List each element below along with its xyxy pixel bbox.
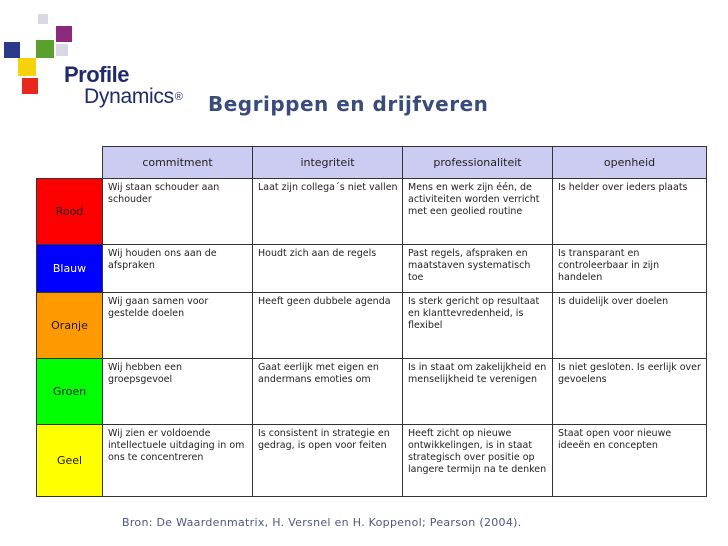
table-cell: Is in staat om zakelijkheid en menselijkheid te verenigen [403,359,553,425]
source-citation: Bron: De Waardenmatrix, H. Versnel en H. Koppenol; Pearson (2004). [122,516,522,529]
column-header-integriteit: integriteit [253,147,403,179]
table-cell: Wij hebben een groepsgevoel [103,359,253,425]
table-cell: Wij gaan samen voor gestelde doelen [103,293,253,359]
logo-square-red [22,78,38,94]
table-row [37,359,707,425]
column-header-professionaliteit: professionaliteit [403,147,553,179]
logo-square-grey [56,44,68,56]
logo-square-blue [4,42,20,58]
row-label-rood: Rood [37,179,103,245]
logo-dynamics-text: Dynamics [84,85,174,108]
table-cell: Laat zijn collega´s niet vallen [253,179,403,245]
table-cell: Past regels, afspraken en maatstaven systematisch toe [403,245,553,293]
table-cell: Is sterk gericht op resultaat en klanttevredenheid, is flexibel [403,293,553,359]
table-cell: Houdt zich aan de regels [253,245,403,293]
logo-wordmark [64,64,183,108]
logo-square-purple [56,26,72,42]
logo-word-profile: Profile [64,62,129,87]
table-cell: Gaat eerlijk met eigen en andermans emoties om [253,359,403,425]
logo-square-green [36,40,54,58]
table-cell: Is consistent in strategie en gedrag, is open voor feiten [253,425,403,497]
registered-mark: ® [174,91,183,103]
logo-square-yellow [18,58,36,76]
table-cell: Is duidelijk over doelen [553,293,707,359]
corner-cell [37,147,103,179]
row-label-oranje: Oranje [37,293,103,359]
table-cell: Wij houden ons aan de afspraken [103,245,253,293]
table-row [37,245,707,293]
table-cell: Mens en werk zijn één, de activiteiten worden verricht met een geolied routine [403,179,553,245]
table-cell: Heeft zicht op nieuwe ontwikkelingen, is in staat strategisch over positie op langere termijn na te denken [403,425,553,497]
table-cell: Is transparant en controleerbaar in zijn handelen [553,245,707,293]
row-label-groen: Groen [37,359,103,425]
row-label-geel: Geel [37,425,103,497]
logo-square-lightgrey [38,14,48,24]
table-cell: Wij staan schouder aan schouder [103,179,253,245]
table-cell: Wij zien er voldoende intellectuele uitdaging in om ons te concentreren [103,425,253,497]
table-row [37,425,707,497]
column-header-openheid: openheid [553,147,707,179]
logo-word-dynamics [84,86,183,108]
header-row [37,147,707,179]
table-row [37,179,707,245]
table-cell: Heeft geen dubbele agenda [253,293,403,359]
row-label-blauw: Blauw [37,245,103,293]
column-header-commitment: commitment [103,147,253,179]
table-cell: Is helder over ieders plaats [553,179,707,245]
values-matrix-table [36,146,707,497]
table-cell: Staat open voor nieuwe ideeën en concepten [553,425,707,497]
table-cell: Is niet gesloten. Is eerlijk over gevoelens [553,359,707,425]
table-row [37,293,707,359]
page-title: Begrippen en drijfveren [208,92,489,116]
